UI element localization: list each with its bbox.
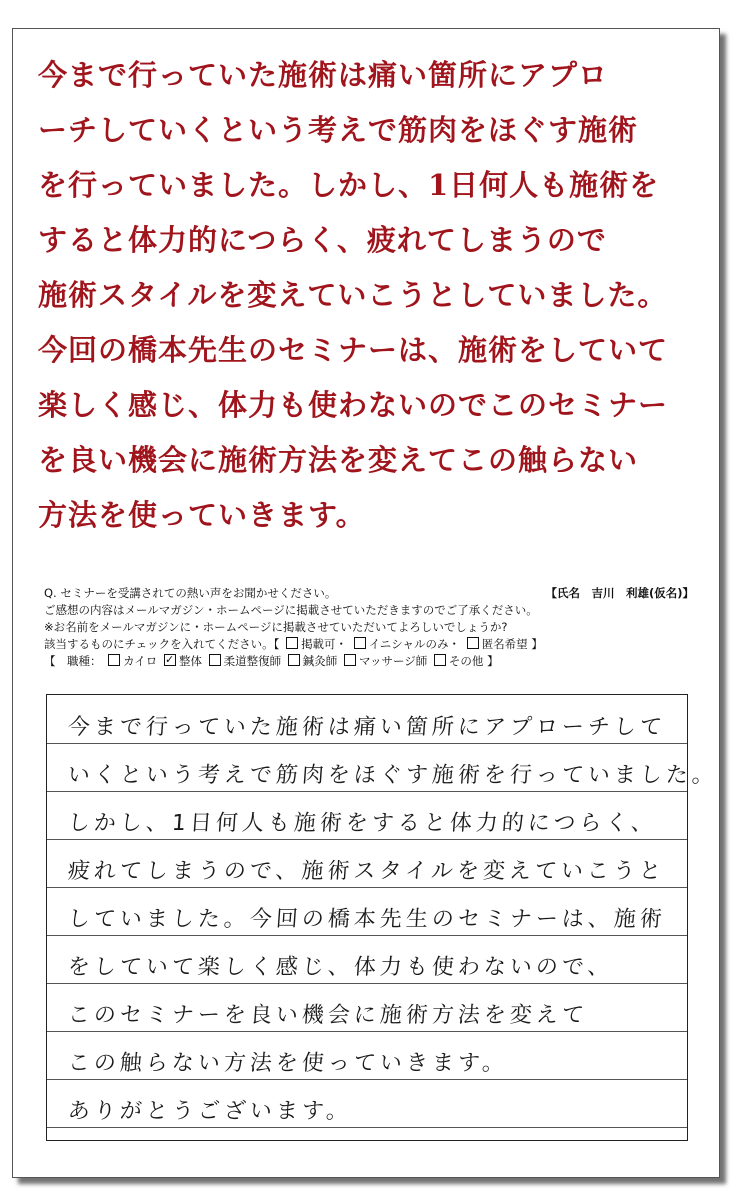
job-option-label: マッサージ師	[358, 654, 428, 668]
ruled-line	[47, 791, 687, 792]
testimonial-line: 今回の橋本先生のセミナーは、施術をしていて	[38, 333, 669, 367]
handwritten-line: いくという考えで筋肉をほぐす施術を行っていました。	[66, 763, 719, 788]
testimonial-line: 施術スタイルを変えていこうとしていました。	[38, 278, 668, 312]
testimonial-line: を行っていました。しかし、1日何人も施術を	[38, 168, 660, 202]
testimonial-line: を良い機会に施術方法を変えてこの触らない	[38, 443, 639, 477]
job-option-label: 整体	[178, 654, 202, 668]
handwritten-line: このセミナーを良い機会に施術方法を変えて	[66, 1003, 589, 1028]
job-checkbox[interactable]	[164, 654, 176, 666]
handwritten-line: していました。今回の橋本先生のセミナーは、施術	[66, 907, 667, 932]
job-suffix: 】	[487, 654, 499, 668]
testimonial-text	[38, 48, 698, 543]
job-row	[44, 653, 694, 670]
consent-option-label: 掲載可・	[301, 637, 348, 651]
testimonial-line: ーチしていくという考えで筋肉をほぐす施術	[38, 113, 639, 147]
consent-option-label: イニシャルのみ・	[368, 637, 461, 651]
ruled-line	[47, 1079, 687, 1080]
handwritten-line: 今まで行っていた施術は痛い箇所にアプローチして	[66, 715, 667, 740]
ruled-line	[47, 935, 687, 936]
notice-line: ※お名前をメールマガジンに・ホームページに掲載させていただいてよろしいでしょうか?	[44, 620, 508, 634]
job-checkbox[interactable]	[209, 654, 221, 666]
job-option-label: その他	[448, 654, 484, 668]
testimonial-line: 楽しく感じ、体力も使わないのでこのセミナー	[38, 388, 669, 422]
consent-row	[44, 636, 694, 653]
job-checkbox[interactable]	[434, 654, 446, 666]
consent-prefix: 該当するものにチェックを入れてください。【	[44, 637, 280, 651]
consent-suffix: 】	[531, 637, 543, 651]
ruled-line	[47, 743, 687, 744]
job-checkbox[interactable]	[108, 654, 120, 666]
job-checkbox[interactable]	[288, 654, 300, 666]
handwritten-line: ありがとうございます。	[66, 1099, 353, 1124]
ruled-line	[47, 983, 687, 984]
name-label: 【氏名 吉川 利雄(仮名)】	[545, 586, 694, 600]
job-option-label: カイロ	[123, 654, 158, 668]
question-text: Q. セミナーを受講されての熱い声をお聞かせください。	[44, 586, 337, 600]
ruled-line	[47, 887, 687, 888]
handwritten-line: 疲れてしまうので、施術スタイルを変えていこうと	[66, 859, 666, 884]
job-prefix: 【 職種：	[44, 654, 102, 668]
ruled-line	[47, 839, 687, 840]
job-option-label: 鍼灸師	[302, 654, 338, 668]
question-row	[44, 585, 694, 602]
consent-option-label: 匿名希望	[481, 637, 528, 651]
handwritten-line: をしていて楽しく感じ、体力も使わないので、	[66, 955, 615, 980]
consent-checkbox[interactable]	[467, 637, 479, 649]
testimonial-line: 方法を使っていきます。	[38, 498, 366, 532]
consent-checkbox[interactable]	[286, 637, 298, 649]
job-checkbox[interactable]	[344, 654, 356, 666]
survey-form-header	[44, 585, 694, 670]
consent-checkbox[interactable]	[354, 637, 366, 649]
handwritten-line: この触らない方法を使っていきます。	[66, 1051, 509, 1076]
handwritten-line: しかし、1日何人も施術をすると体力的につらく、	[66, 811, 658, 836]
notice-line: ご感想の内容はメールマガジン・ホームページに掲載させていただきますのでご了承ください。	[44, 603, 538, 617]
testimonial-line: すると体力的につらく、疲れてしまうので	[38, 223, 607, 257]
testimonial-line: 今まで行っていた施術は痛い箇所にアプロ	[38, 58, 609, 92]
ruled-line	[47, 1127, 687, 1128]
job-option-label: 柔道整復師	[223, 654, 282, 668]
ruled-line	[47, 1031, 687, 1032]
